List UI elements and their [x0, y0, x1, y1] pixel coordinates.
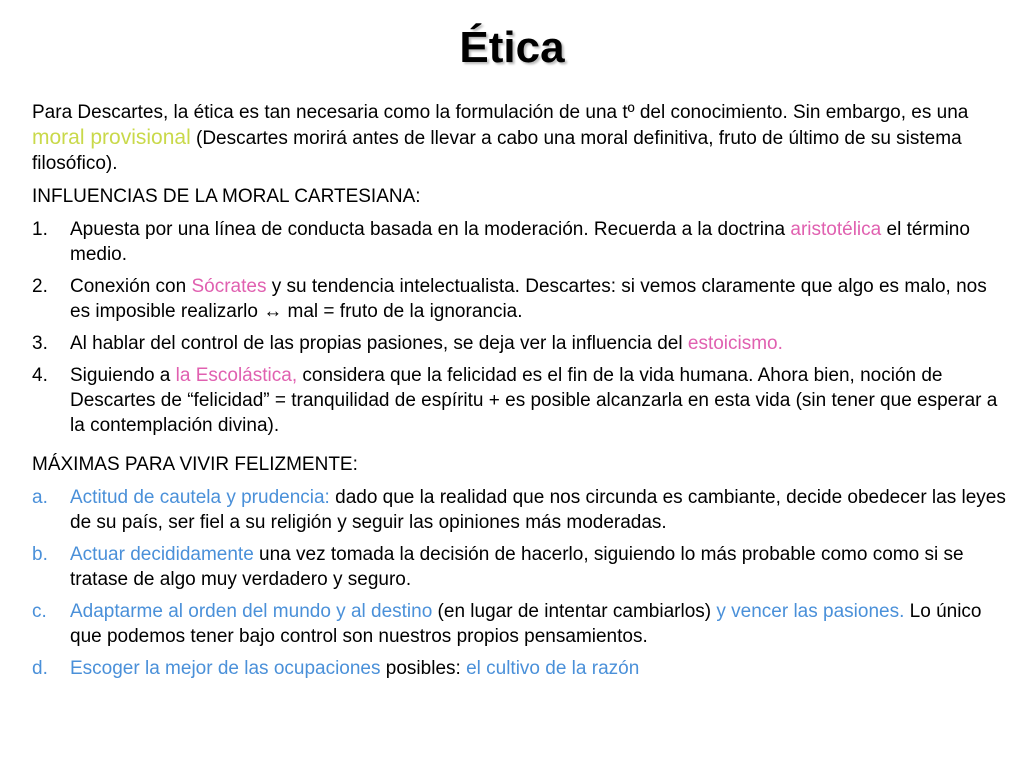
maxim-highlight: el cultivo de la razón: [466, 658, 640, 679]
maxim-marker: b.: [32, 544, 48, 565]
influence-text: Siguiendo a: [70, 365, 176, 386]
influence-item: [32, 363, 1007, 438]
maxim-marker: c.: [32, 601, 47, 622]
influence-text: el término medio.: [70, 219, 970, 265]
maxim-item: [32, 542, 1007, 592]
intro-highlight: moral provisional: [32, 126, 191, 149]
intro-paragraph: [32, 100, 1007, 176]
influence-highlight: la Escolástica,: [175, 365, 298, 386]
influence-text: y su tendencia intelectualista. Descartes: si vemos claramente que algo es malo, nos es imposible realizarlo ↔ mal = fruto de la ignorancia.: [70, 276, 987, 322]
maxim-text: dado que la realidad que nos circunda es cambiante, decide obedecer las leyes de su país, ser fiel a su religión y seguir las opiniones más moderadas.: [70, 487, 1006, 533]
influence-item: [32, 331, 1007, 356]
influence-highlight: aristotélica: [790, 219, 882, 240]
influence-marker: 3.: [32, 333, 48, 354]
maxim-item: [32, 485, 1007, 535]
maxim-highlight: Escoger la mejor de las ocupaciones: [70, 658, 381, 679]
maxim-highlight: Adaptarme al orden del mundo y al destino: [70, 601, 433, 622]
influences-heading: INFLUENCIAS DE LA MORAL CARTESIANA:: [32, 186, 421, 207]
influence-text: Conexión con: [70, 276, 192, 297]
maxim-marker: d.: [32, 658, 48, 679]
influence-marker: 2.: [32, 276, 48, 297]
maxim-text: Lo único que podemos tener bajo control son nuestros propios pensamientos.: [70, 601, 982, 647]
intro-text-start: Para Descartes, la ética es tan necesaria como la formulación de una tº del conocimiento. Sin embargo, es una: [32, 102, 969, 123]
slide-body: [32, 100, 1007, 688]
influence-marker: 1.: [32, 219, 48, 240]
maxim-text: una vez tomada la decisión de hacerlo, siguiendo lo más probable como como si se tratase de algo muy verdadero y seguro.: [70, 544, 964, 590]
influence-item: [32, 217, 1007, 267]
influence-text: considera que la felicidad es el fin de la vida humana. Ahora bien, noción de Descartes de “felicidad” = tranquilidad de espíritu + es posible alcanzarla en esta vida (sin tener que esperar a la contemplación divina).: [70, 365, 998, 436]
intro-text-end: (Descartes morirá antes de llevar a cabo una moral definitiva, fruto de último de su sistema filosófico).: [32, 128, 962, 174]
maxim-text: posibles:: [380, 658, 467, 679]
maxim-marker: a.: [32, 487, 48, 508]
maxim-item: [32, 656, 1007, 681]
influence-highlight: Sócrates: [191, 276, 267, 297]
slide-title: Ética: [459, 23, 565, 72]
influence-highlight: estoicismo.: [687, 333, 783, 354]
maxim-highlight: Actuar decididamente: [70, 544, 254, 565]
maxims-heading: MÁXIMAS PARA VIVIR FELIZMENTE:: [32, 454, 358, 475]
maxim-highlight: Actitud de cautela y prudencia:: [70, 487, 330, 508]
influence-item: [32, 274, 1007, 324]
influence-text: Al hablar del control de las propias pasiones, se deja ver la influencia del: [70, 333, 688, 354]
maxim-highlight: y vencer las pasiones.: [716, 601, 905, 622]
maxim-text: (en lugar de intentar cambiarlos): [432, 601, 717, 622]
influence-text: Apuesta por una línea de conducta basada en la moderación. Recuerda a la doctrina: [70, 219, 791, 240]
influence-marker: 4.: [32, 365, 48, 386]
maxim-item: [32, 599, 1007, 649]
